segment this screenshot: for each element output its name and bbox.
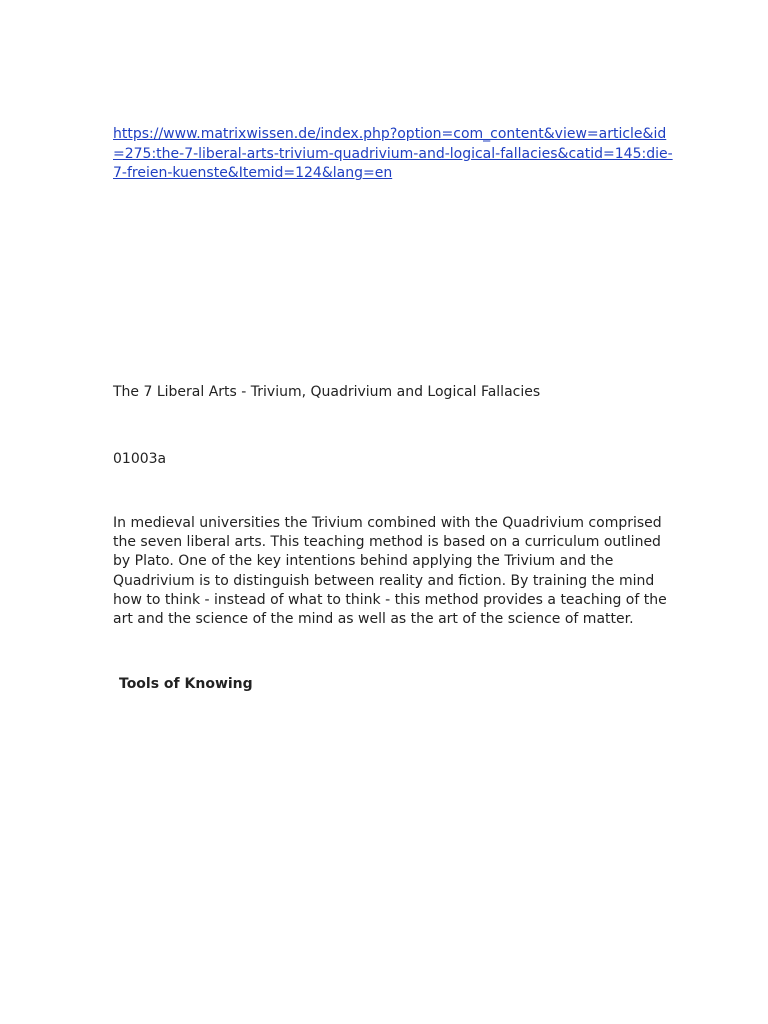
source-url-link[interactable]: https://www.matrixwissen.de/index.php?option=com_content&view=article&id=275:the-7-liberal-arts-trivium-quadrivium-and-logical-fallacies&catid=145:die-7-freien-kuenste&Itemid=124&lang=en xyxy=(113,126,673,181)
section-heading: Tools of Knowing xyxy=(119,676,253,692)
document-title: The 7 Liberal Arts - Trivium, Quadrivium and Logical Fallacies xyxy=(113,384,541,400)
intro-paragraph: In medieval universities the Trivium combined with the Quadrivium comprised the seven liberal arts. This teaching method is based on a curriculum outlined by Plato. One of the key intentions behind applying the Trivium and the Quadrivium is to distinguish between reality and fiction. By training the mind how to think - instead of what to think - this method provides a teaching of the art and the science of the mind as well as the art of the science of matter. xyxy=(113,515,667,628)
document-code: 01003a xyxy=(113,451,167,467)
